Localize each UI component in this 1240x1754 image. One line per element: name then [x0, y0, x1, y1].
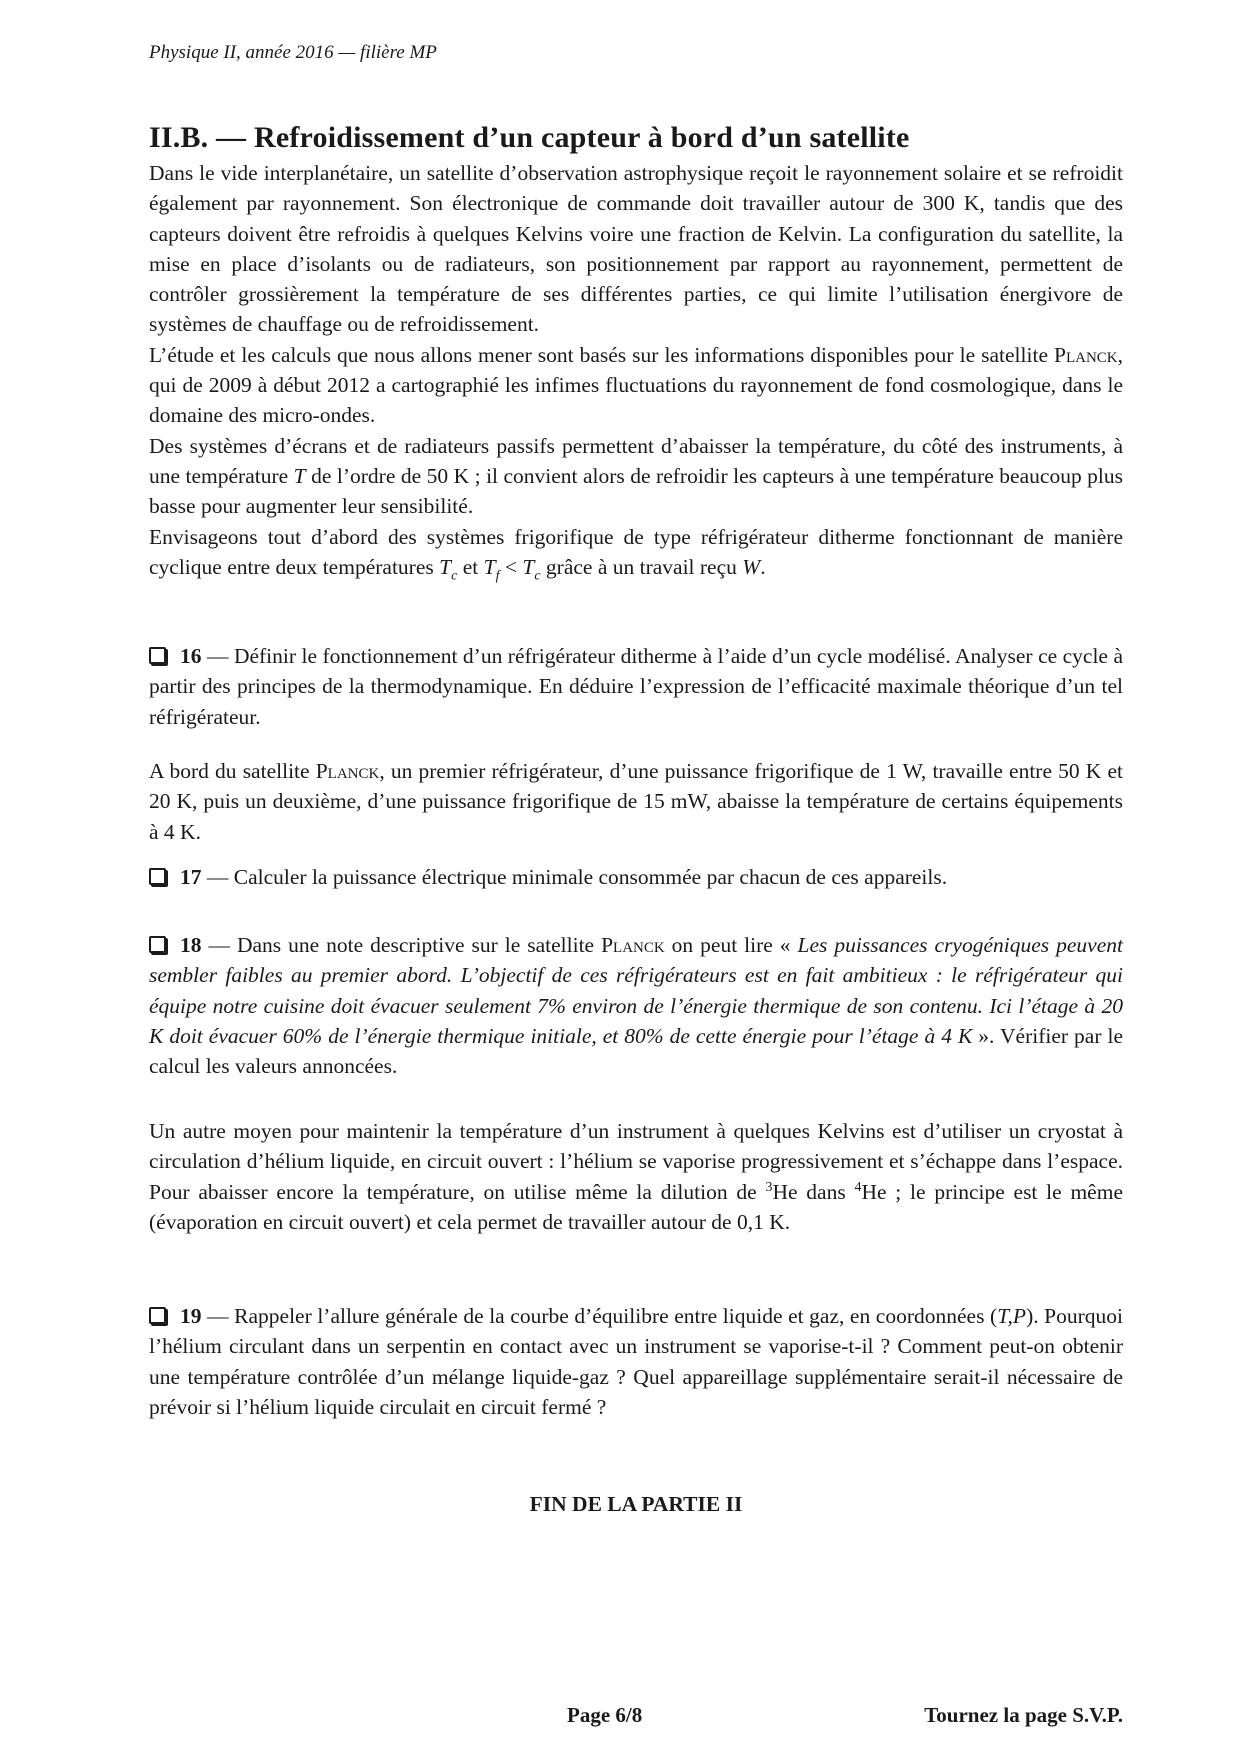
running-header: Physique II, année 2016 — filière MP — [149, 42, 437, 63]
planck-name: Planck — [315, 759, 380, 783]
checkbox-icon — [149, 868, 166, 885]
helium-paragraph: Un autre moyen pour maintenir la température d’un instrument à quelques Kelvins est d’utiliser un cryostat à circulation d’hélium liquide, en circuit ouvert : l’hélium se vaporise progressivement et s’échappe dans l’espace. Pour abaisser encore la température, on utilise même la dilution de $^3$He dans $^4$He ; le principe est le même (évaporation en circuit ouvert) et cela permet de travailler autour de 0,1 K. — [149, 1119, 1123, 1234]
intro-paragraph-3: Des systèmes d’écrans et de radiateurs passifs permettent d’abaisser la température, du côté des instruments, à une température T de l’ordre de 50 K ; il convient alors de refroidir les capteurs à une température beaucoup plus basse pour augmenter leur sensibilité. — [149, 433, 1124, 519]
intro-paragraph-2: L’étude et les calculs que nous allons mener sont basés sur les informations disponibles pour le satellite Planck, qui de 2009 à début 2012 a cartographié les infimes fluctuations du rayonnement de fond cosmologique, dans le domaine des micro-ondes. — [149, 342, 1123, 428]
planck-name: Planck — [1054, 342, 1118, 367]
planck-name: Planck — [601, 933, 665, 957]
intro-text — [149, 158, 1123, 582]
end-of-part-title: FIN DE LA PARTIE II — [529, 1492, 743, 1516]
section-title: II.B. — Refroidissement d’un capteur à bord d’un satellite — [149, 121, 910, 154]
question-16: 16 — Définir le fonctionnement d’un réfrigérateur ditherme à l’aide d’un cycle modélisé. Analyser ce cycle à partir des principes de la thermodynamique. En déduire l’expression de l’efficacité maximale théorique d’un tel réfrigérateur. — [149, 644, 1123, 729]
intro-paragraph-1: Dans le vide interplanétaire, un satellite d’observation astrophysique reçoit le rayonnement solaire et se refroidit également par rayonnement. Son électronique de commande doit travailler autour de 300 K, tandis que des capteurs doivent être refroidis à quelques Kelvins voire une fraction de Kelvin. La configuration du satellite, la mise en place d’isolants ou de radiateurs, son positionnement par rapport au rayonnement, permettent de contrôler grossièrement la température de ses différentes parties, ce qui limite l’utilisation énergivore de systèmes de chauffage ou de refroidissement. — [149, 161, 1123, 337]
question-19: 19 — Rappeler l’allure générale de la courbe d’équilibre entre liquide et gaz, en coordonnées (T,P). Pourquoi l’hélium circulant dans un serpentin en contact avec un instrument se vaporise-t-il ? Comment peut-on obtenir une température contrôlée d’un mélange liquide-gaz ? Quel appareillage supplémentaire serait-il nécessaire de prévoir si l’hélium liquide circulait en circuit fermé ? — [149, 1304, 1124, 1419]
question-17: 17 — Calculer la puissance électrique minimale consommée par chacun de ces appareils. — [149, 862, 1123, 892]
document-page — [149, 0, 1123, 1754]
intro-paragraph-4: Envisageons tout d’abord des systèmes frigorifique de type réfrigérateur ditherme fonctionnant de manière cyclique entre deux températures $T_c$ et $T_f < T_c$ grâce à un travail reçu W. — [149, 524, 1123, 584]
question-18: 18 — Dans une note descriptive sur le satellite Planck on peut lire « Les puissances cryogéniques peuvent sembler faibles au premier abord. L’objectif de ces réfrigérateurs est en fait ambitieux : le réfrigérateur qui équipe notre cuisine doit évacuer seulement 7% environ de l’énergie thermique de son contenu. Ici l’étage à 20 K doit évacuer 60% de l’énergie thermique initiale, et 80% de cette énergie pour l’étage à 4 K ». Vérifier par le calcul les valeurs annoncées. — [149, 933, 1123, 1079]
checkbox-icon — [149, 1307, 166, 1324]
quoted-note: Les puissances cryogéniques peuvent sembler faibles au premier abord. L’objectif de ces réfrigérateurs est en fait ambitieux : le réfrigérateur qui équipe notre cuisine doit évacuer seulement 7% environ de l’énergie thermique de son contenu. Ici l’étage à 20 K doit évacuer 60% de l’énergie thermique initiale, et 80% de cette énergie pour l’étage à 4 K — [149, 933, 1123, 1048]
checkbox-icon — [149, 936, 166, 953]
turn-page-note: Tournez la page S.V.P. — [924, 1703, 1123, 1727]
checkbox-icon — [149, 647, 166, 664]
planck-refrigerators-paragraph: A bord du satellite Planck, un premier réfrigérateur, d’une puissance frigorifique de 1 W, travaille entre 50 K et 20 K, puis un deuxième, d’une puissance frigorifique de 15 mW, abaisse la température de certains équipements à 4 K. — [149, 759, 1123, 844]
page-number: Page 6/8 — [567, 1703, 643, 1727]
